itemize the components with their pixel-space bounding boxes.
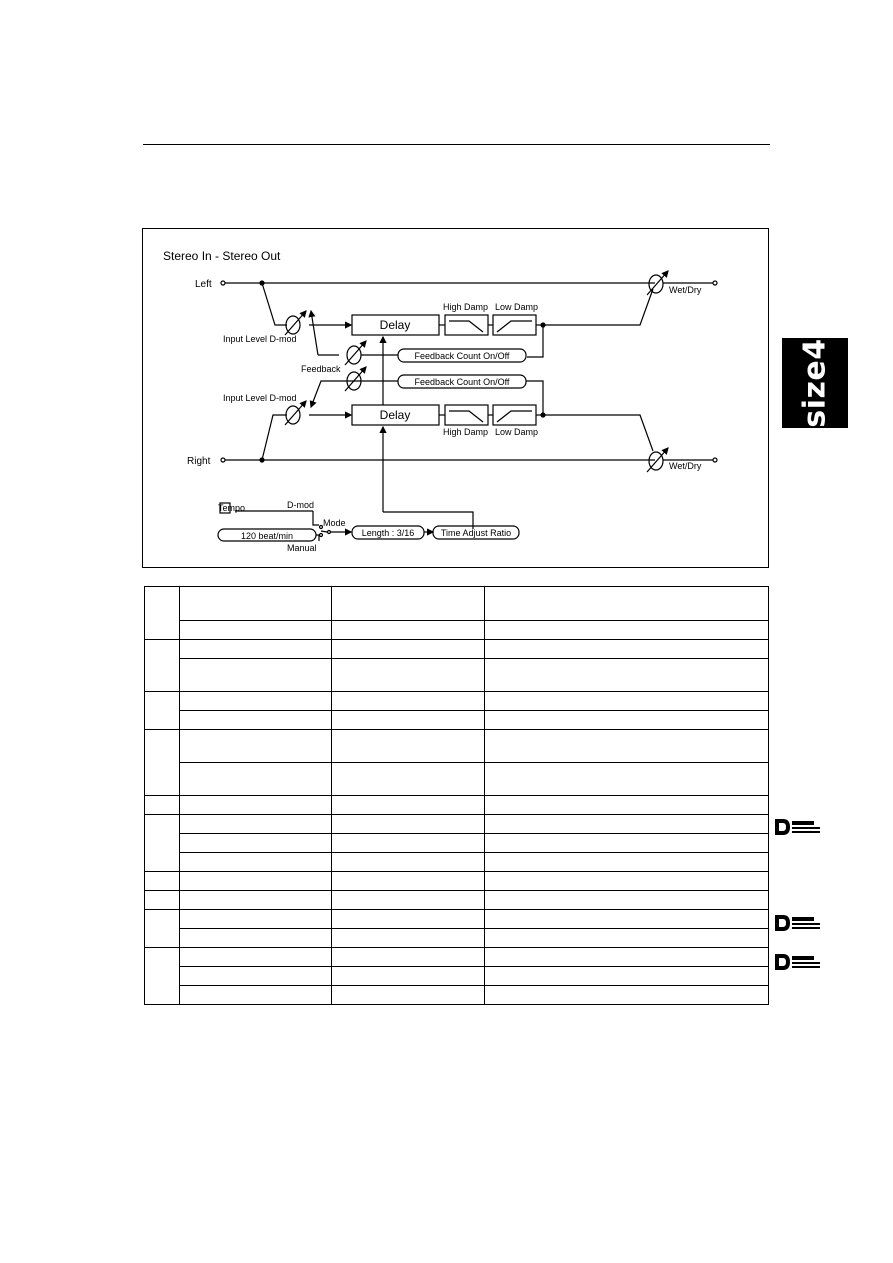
input-level-top-label: Input Level D-mod [223,334,297,344]
bpm-label: 120 beat/min [240,531,294,541]
table-cell [485,640,769,659]
dmod-label: D-mod [287,500,315,510]
table-cell [179,967,332,986]
table-row [145,891,769,910]
wet-dry-top-label: Wet/Dry [669,285,702,295]
table-cell [179,910,332,929]
table-cell [179,948,332,967]
diagram-title: Stereo In - Stereo Out [163,249,281,263]
table-row [145,986,769,1005]
table-row [145,587,769,621]
table-cell [485,872,769,891]
table-cell [332,853,485,872]
table-cell [332,910,485,929]
table-cell [485,587,769,621]
table-cell [332,692,485,711]
table-cell [179,587,332,621]
group-cell [145,815,180,872]
dmod-icon [774,817,822,837]
table-cell [485,948,769,967]
table-cell [485,796,769,815]
table-row [145,763,769,796]
table-cell [332,711,485,730]
table-cell [179,763,332,796]
feedback-count-top-label: Feedback Count On/Off [414,351,510,361]
dmod-icon [774,952,822,972]
delay-top-label: Delay [379,318,411,332]
group-cell [145,692,180,730]
table-cell [179,659,332,692]
table-cell [332,986,485,1005]
diagram-svg [143,229,770,569]
table-row [145,815,769,834]
high-damp-bottom-label: High Damp [443,427,489,437]
table-cell [332,891,485,910]
table-cell [485,967,769,986]
table-cell [179,986,332,1005]
group-cell [145,948,180,1005]
table-cell [179,891,332,910]
group-cell [145,891,180,910]
feedback-count-bottom-label: Feedback Count On/Off [414,377,510,387]
table-row [145,834,769,853]
input-level-bottom-label: Input Level D-mod [223,393,297,403]
table-cell [485,891,769,910]
time-adjust-label: Time Adjust Ratio [440,528,512,538]
table-cell [485,910,769,929]
table-cell [332,730,485,763]
manual-label: Manual [287,543,317,553]
table-cell [179,796,332,815]
table-cell [179,929,332,948]
table-cell [179,711,332,730]
wet-dry-bottom-label: Wet/Dry [669,461,702,471]
header-rule [143,144,770,145]
table-row [145,872,769,891]
table-cell [485,763,769,796]
table-cell [485,815,769,834]
table-row [145,853,769,872]
table-row [145,796,769,815]
table-cell [485,730,769,763]
low-damp-top-label: Low Damp [495,302,539,312]
table-cell [332,815,485,834]
table-cell [485,834,769,853]
signal-flow-diagram [142,228,769,568]
high-damp-top-label: High Damp [443,302,489,312]
table-row [145,640,769,659]
table-cell [485,929,769,948]
table-row [145,730,769,763]
table-cell [332,948,485,967]
table-row [145,711,769,730]
table-cell [485,986,769,1005]
table-cell [179,621,332,640]
table-row [145,929,769,948]
group-cell [145,872,180,891]
table-cell [332,587,485,621]
length-label: Length : 3/16 [361,528,415,538]
table-cell [179,730,332,763]
chapter-tab [782,338,848,428]
table-cell [179,815,332,834]
group-cell [145,640,180,692]
table-row [145,659,769,692]
group-cell [145,730,180,796]
dmod-icon [774,913,822,933]
table-row [145,948,769,967]
table-cell [485,711,769,730]
right-input-label: Right [187,456,211,467]
table-cell [332,967,485,986]
table-cell [332,621,485,640]
table-cell [332,640,485,659]
table-cell [485,659,769,692]
left-input-label: Left [195,279,212,290]
table-row [145,692,769,711]
mode-label: Mode [323,518,346,528]
table-cell [179,872,332,891]
table-row [145,967,769,986]
table-cell [179,853,332,872]
table-row [145,910,769,929]
table-cell [485,692,769,711]
table-cell [332,796,485,815]
feedback-label: Feedback [301,364,341,374]
group-cell [145,910,180,948]
table-cell [485,853,769,872]
tempo-label: Tempo [218,503,246,513]
table-cell [332,763,485,796]
table-cell [332,834,485,853]
low-damp-bottom-label: Low Damp [495,427,539,437]
table-cell [332,929,485,948]
table-row [145,621,769,640]
delay-bottom-label: Delay [379,408,411,422]
table-cell [332,872,485,891]
table-cell [179,692,332,711]
parameter-table [144,586,769,1005]
table-cell [179,640,332,659]
group-cell [145,587,180,640]
group-cell [145,796,180,815]
chapter-tab-text: size4 [797,338,833,428]
table-cell [179,834,332,853]
table-cell [485,621,769,640]
table-cell [332,659,485,692]
